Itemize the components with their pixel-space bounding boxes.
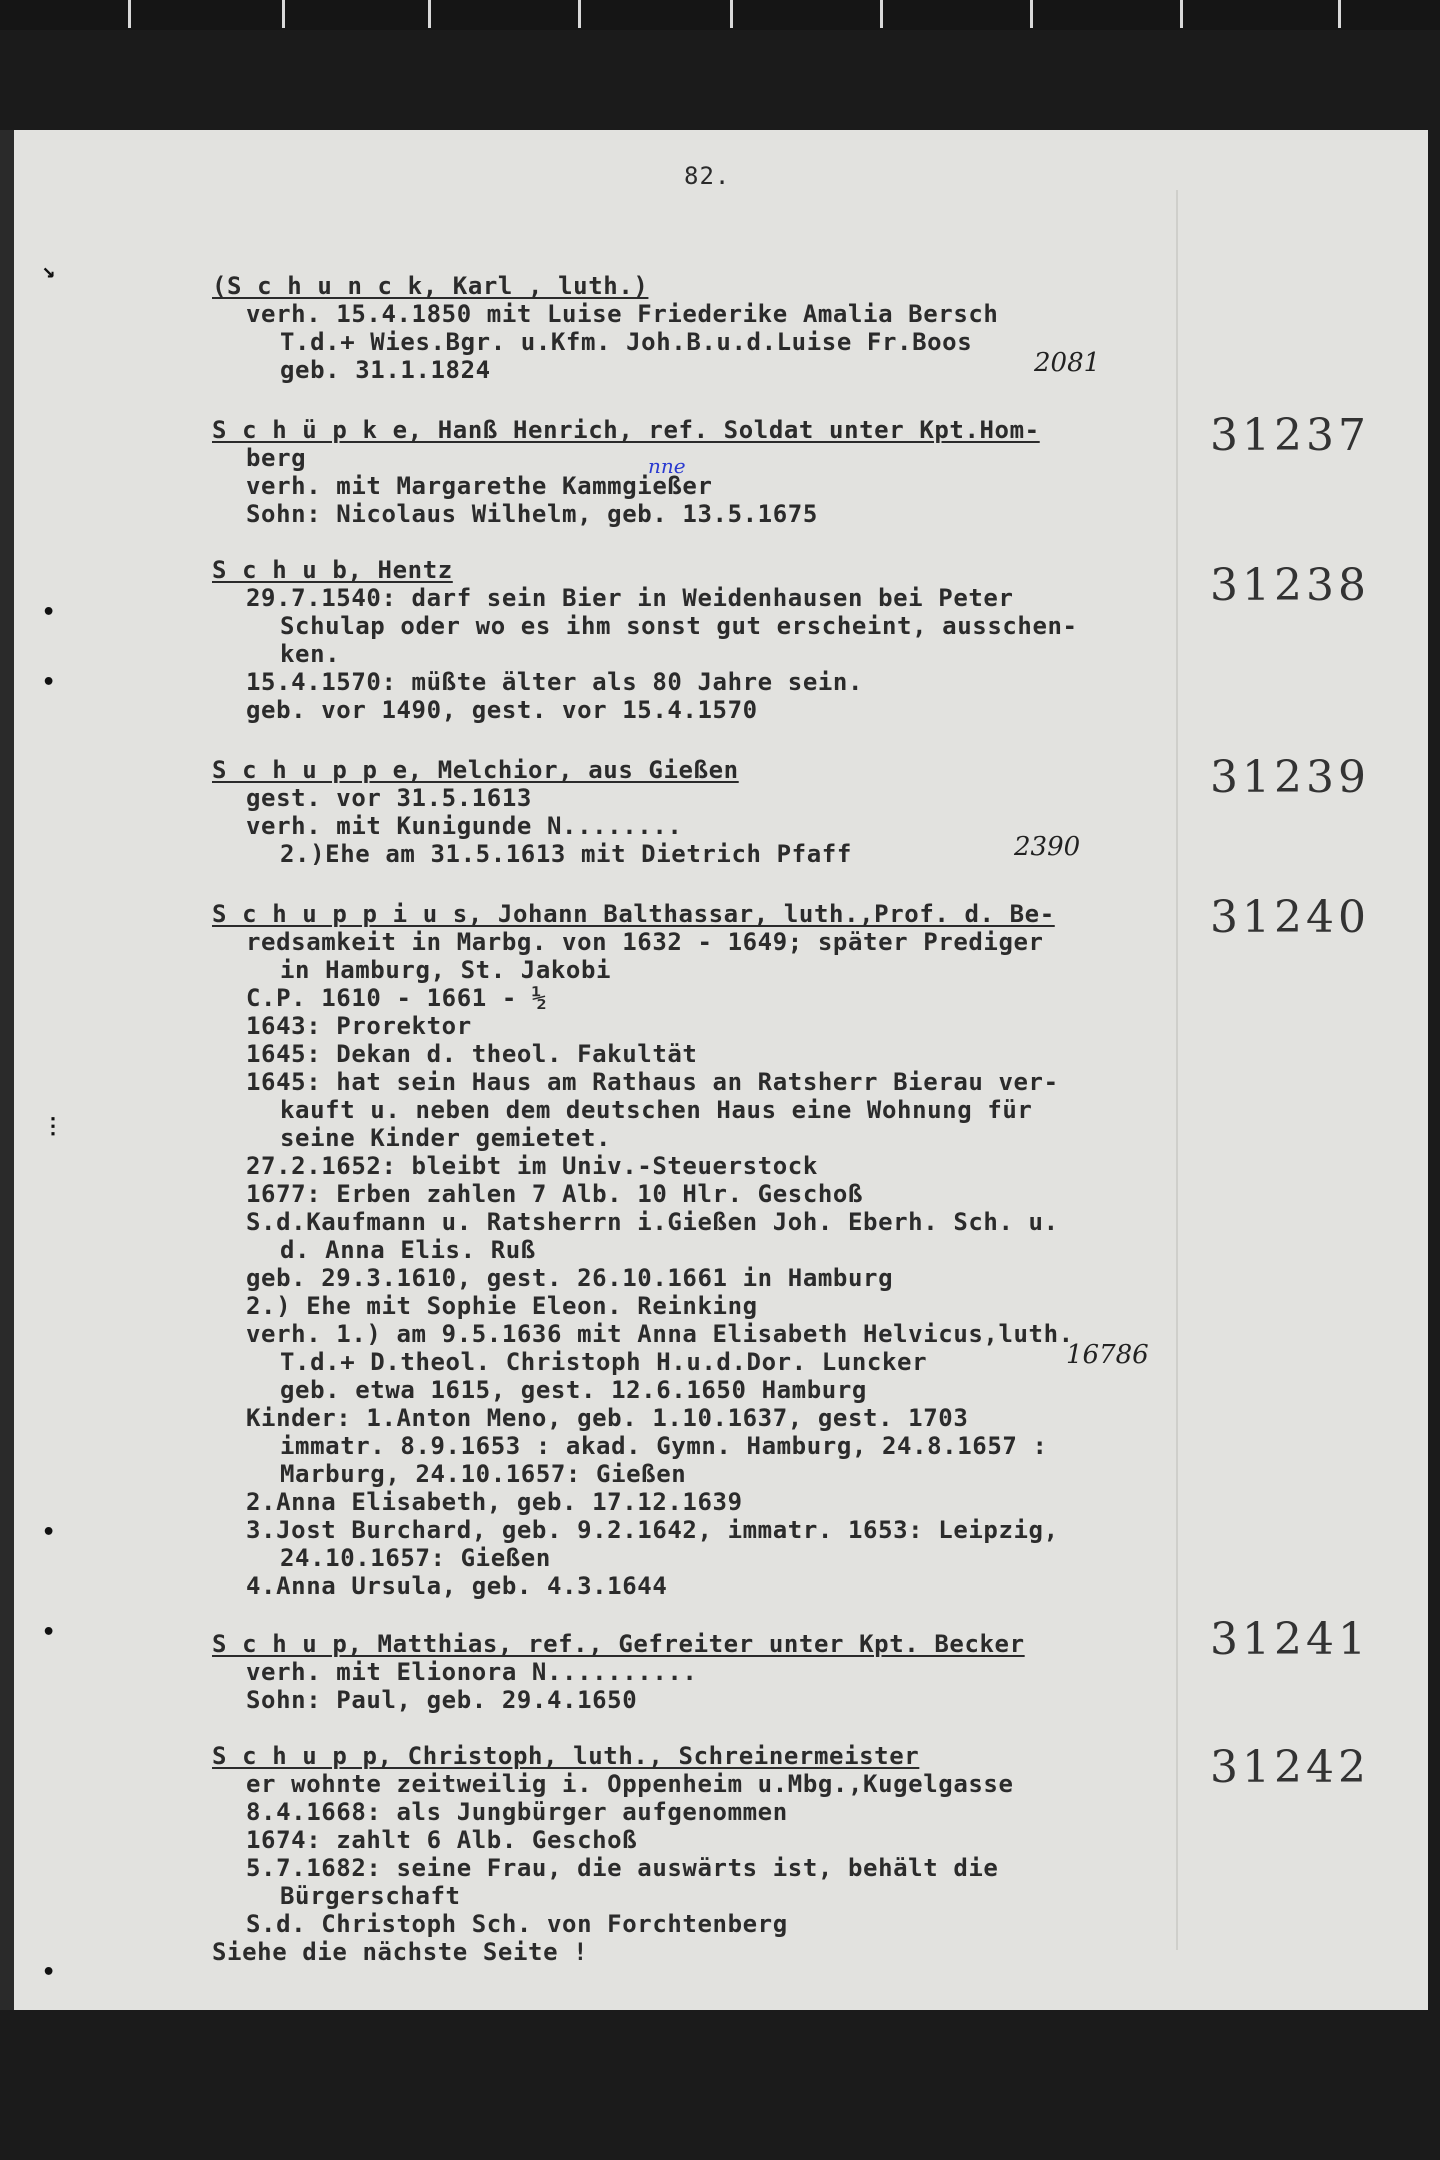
scan-left-edge bbox=[0, 130, 14, 2010]
handwritten-number: 2390 bbox=[1014, 832, 1081, 862]
entry-number: 31238 bbox=[1210, 560, 1370, 611]
handwritten-number: 2081 bbox=[1034, 348, 1101, 378]
film-tick bbox=[428, 0, 431, 28]
entry-line: verh. mit Margarethe Kammgießer bbox=[246, 472, 713, 500]
entry-line: Schulap oder wo es ihm sonst gut erscheint, ausschen- bbox=[280, 612, 1078, 640]
entry-line: T.d.+ Wies.Bgr. u.Kfm. Joh.B.u.d.Luise Fr.Boos bbox=[280, 328, 973, 356]
entry-line: immatr. 8.9.1653 : akad. Gymn. Hamburg, 24.8.1657 : bbox=[280, 1432, 1048, 1460]
entry-line: verh. mit Kunigunde N........ bbox=[246, 812, 683, 840]
entry-number: 31237 bbox=[1210, 410, 1370, 461]
entry-line: 24.10.1657: Gießen bbox=[280, 1544, 551, 1572]
entry-line: Kinder: 1.Anton Meno, geb. 1.10.1637, gest. 1703 bbox=[246, 1404, 969, 1432]
entry-line: Sohn: Paul, geb. 29.4.1650 bbox=[246, 1686, 638, 1714]
entry-number: 31242 bbox=[1210, 1742, 1370, 1793]
entry-line: 1643: Prorektor bbox=[246, 1012, 472, 1040]
entry-line: berg bbox=[246, 444, 307, 472]
film-tick bbox=[880, 0, 883, 28]
entry-line: verh. 1.) am 9.5.1636 mit Anna Elisabeth Helvicus,luth. bbox=[246, 1320, 1074, 1348]
entry-line: 1677: Erben zahlen 7 Alb. 10 Hlr. Geschoß bbox=[246, 1180, 864, 1208]
film-tick bbox=[578, 0, 581, 28]
entry-heading: S c h u p, Matthias, ref., Gefreiter unter Kpt. Becker bbox=[212, 1630, 1025, 1658]
entry-line: ken. bbox=[280, 640, 341, 668]
entry-line: Sohn: Nicolaus Wilhelm, geb. 13.5.1675 bbox=[246, 500, 818, 528]
entry-line: verh. 15.4.1850 mit Luise Friederike Amalia Bersch bbox=[246, 300, 999, 328]
margin-mark: ⋮ bbox=[42, 1114, 64, 1139]
entry-line: geb. etwa 1615, gest. 12.6.1650 Hamburg bbox=[280, 1376, 867, 1404]
entry-number: 31239 bbox=[1210, 752, 1370, 803]
entry-heading: S c h u p p, Christoph, luth., Schreinermeister bbox=[212, 1742, 920, 1770]
margin-mark: • bbox=[42, 1960, 56, 1985]
page-number: 82. bbox=[684, 162, 731, 190]
handwritten-number: 16786 bbox=[1066, 1340, 1149, 1370]
entry-line: T.d.+ D.theol. Christoph H.u.d.Dor. Luncker bbox=[280, 1348, 928, 1376]
entry-heading: S c h u p p e, Melchior, aus Gießen bbox=[212, 756, 739, 784]
entry-line: er wohnte zeitweilig i. Oppenheim u.Mbg.,Kugelgasse bbox=[246, 1770, 1014, 1798]
entry-heading: S c h ü p k e, Hanß Henrich, ref. Soldat unter Kpt.Hom- bbox=[212, 416, 1040, 444]
film-tick bbox=[1338, 0, 1341, 28]
entry-line: geb. vor 1490, gest. vor 15.4.1570 bbox=[246, 696, 758, 724]
entry-line: kauft u. neben dem deutschen Haus eine Wohnung für bbox=[280, 1096, 1033, 1124]
margin-rule bbox=[1176, 190, 1178, 1950]
entry-line: S.d.Kaufmann u. Ratsherrn i.Gießen Joh. Eberh. Sch. u. bbox=[246, 1208, 1059, 1236]
entry-line: Marburg, 24.10.1657: Gießen bbox=[280, 1460, 687, 1488]
entry-line: seine Kinder gemietet. bbox=[280, 1124, 612, 1152]
film-strip-top bbox=[0, 0, 1440, 30]
entry-line: in Hamburg, St. Jakobi bbox=[280, 956, 612, 984]
entry-line: 1674: zahlt 6 Alb. Geschoß bbox=[246, 1826, 638, 1854]
entry-line: 1645: hat sein Haus am Rathaus an Ratsherr Bierau ver- bbox=[246, 1068, 1059, 1096]
entry-number: 31240 bbox=[1210, 892, 1370, 943]
entry-line: S.d. Christoph Sch. von Forchtenberg bbox=[246, 1910, 788, 1938]
entry-line: 2.)Ehe am 31.5.1613 mit Dietrich Pfaff bbox=[280, 840, 852, 868]
entry-line: Siehe die nächste Seite ! bbox=[212, 1938, 589, 1966]
margin-mark: • bbox=[42, 600, 56, 625]
margin-mark: • bbox=[42, 1620, 56, 1645]
document-page bbox=[14, 130, 1428, 2010]
entry-line: 5.7.1682: seine Frau, die auswärts ist, behält die bbox=[246, 1854, 999, 1882]
margin-mark: ↘ bbox=[42, 258, 56, 283]
entry-line: verh. mit Elionora N.......... bbox=[246, 1658, 698, 1686]
entry-heading: S c h u b, Hentz bbox=[212, 556, 453, 584]
entry-line: geb. 29.3.1610, gest. 26.10.1661 in Hamburg bbox=[246, 1264, 894, 1292]
entry-line: gest. vor 31.5.1613 bbox=[246, 784, 532, 812]
entry-line: d. Anna Elis. Ruß bbox=[280, 1236, 536, 1264]
film-tick bbox=[282, 0, 285, 28]
film-tick bbox=[1180, 0, 1183, 28]
entry-line: C.P. 1610 - 1661 - ½ bbox=[246, 984, 547, 1012]
entry-line: 4.Anna Ursula, geb. 4.3.1644 bbox=[246, 1572, 668, 1600]
film-tick bbox=[1030, 0, 1033, 28]
margin-mark: • bbox=[42, 670, 56, 695]
entry-heading: S c h u p p i u s, Johann Balthassar, luth.,Prof. d. Be- bbox=[212, 900, 1055, 928]
entry-line: 15.4.1570: müßte älter als 80 Jahre sein. bbox=[246, 668, 864, 696]
entry-line: 8.4.1668: als Jungbürger aufgenommen bbox=[246, 1798, 788, 1826]
entry-line: 3.Jost Burchard, geb. 9.2.1642, immatr. 1653: Leipzig, bbox=[246, 1516, 1059, 1544]
entry-line: 2.) Ehe mit Sophie Eleon. Reinking bbox=[246, 1292, 758, 1320]
entry-number: 31241 bbox=[1210, 1614, 1370, 1665]
film-tick bbox=[128, 0, 131, 28]
entry-line: Bürgerschaft bbox=[280, 1882, 461, 1910]
entry-line: 2.Anna Elisabeth, geb. 17.12.1639 bbox=[246, 1488, 743, 1516]
handwritten-correction: nne bbox=[648, 454, 686, 478]
entry-heading: (S c h u n c k, Karl , luth.) bbox=[212, 272, 649, 300]
margin-mark: • bbox=[42, 1520, 56, 1545]
entry-line: 29.7.1540: darf sein Bier in Weidenhausen bei Peter bbox=[246, 584, 1014, 612]
entry-line: 27.2.1652: bleibt im Univ.-Steuerstock bbox=[246, 1152, 818, 1180]
entry-line: 1645: Dekan d. theol. Fakultät bbox=[246, 1040, 698, 1068]
entry-line: redsamkeit in Marbg. von 1632 - 1649; später Prediger bbox=[246, 928, 1044, 956]
entry-line: geb. 31.1.1824 bbox=[280, 356, 491, 384]
film-tick bbox=[730, 0, 733, 28]
